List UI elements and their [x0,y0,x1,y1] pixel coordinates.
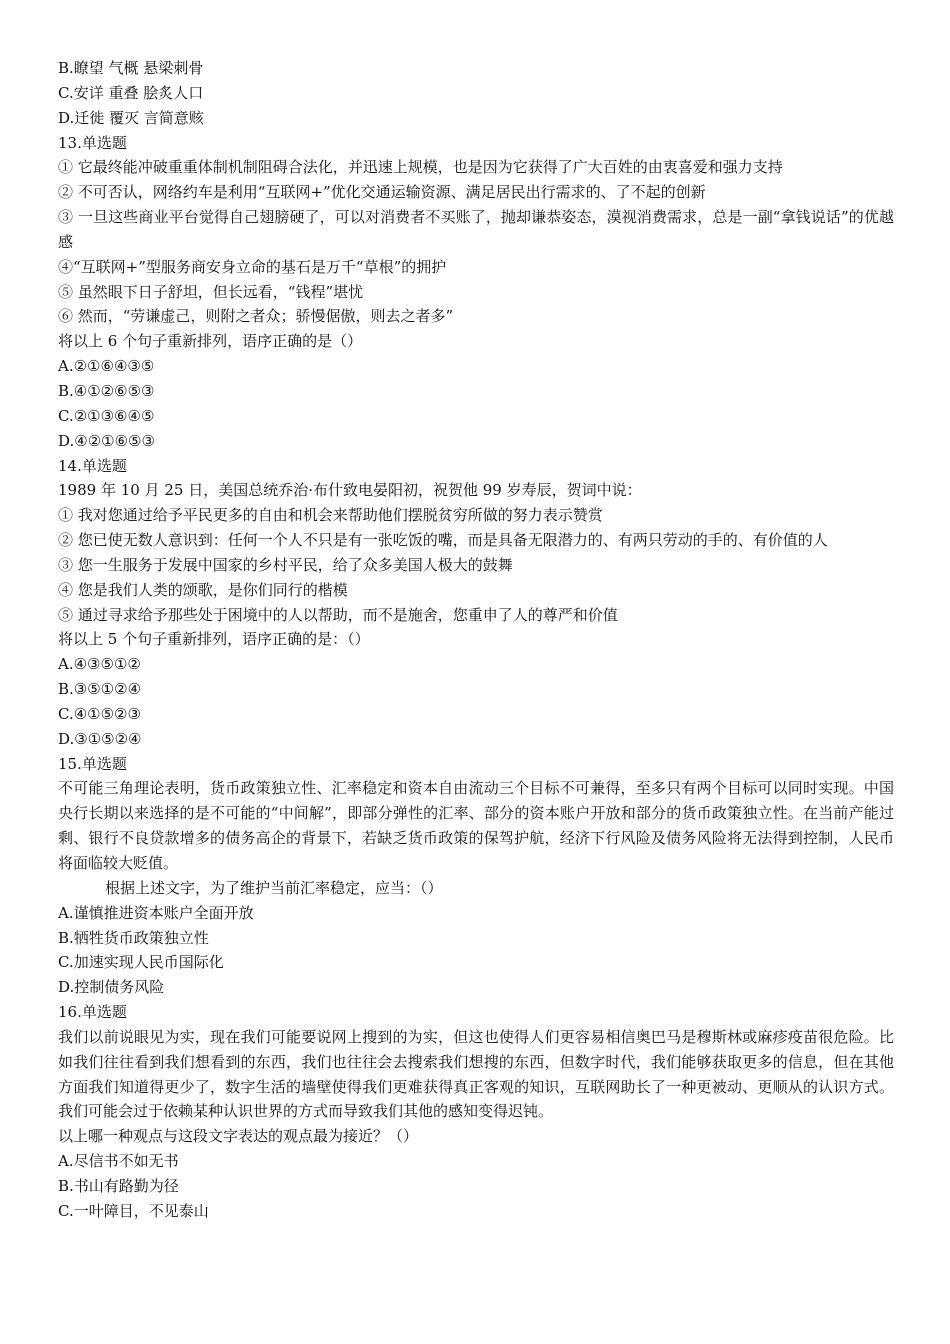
q16-header: 16.单选题 [58,1003,127,1022]
question-14 [58,454,894,752]
q13-sentence-2: ② 不可否认，网络约车是利用“互联网+”优化交通运输资源、满足居民出行需求的、了不起的创新 [58,183,706,202]
q15-stem: 根据上述文字，为了维护当前汇率稳定，应当：（） [105,878,443,897]
q14-intro: 1989 年 10 月 25 日，美国总统乔治·布什致电晏阳初，祝贺他 99 岁寿辰，贺词中说： [58,481,642,500]
q14-sentence-4: ④ 您是我们人类的颂歌，是你们同行的楷模 [58,580,348,599]
q16-option-b: B.书山有路勤为径 [58,1176,179,1195]
q13-option-a: A.②①⑥④③⑤ [58,357,155,376]
question-13 [58,131,894,454]
q13-option-c: C.②①③⑥④⑤ [58,406,155,425]
q15-option-c: C.加速实现人民币国际化 [58,953,224,972]
q13-option-d: D.④②①⑥⑤③ [58,431,155,450]
q15-option-b: B.牺牲货币政策独立性 [58,928,209,947]
q14-option-a: A.④③⑤①② [58,655,141,674]
q14-header: 14.单选题 [58,456,127,475]
document-page [58,56,894,1224]
q15-header: 15.单选题 [58,754,127,773]
q14-sentence-2: ② 您已使无数人意识到：任何一个人不只是有一张吃饭的嘴，而是具备无限潜力的、有两只劳动的手的、有价值的人 [58,531,828,550]
q12-options [58,56,894,131]
q12-option-c: C.安详 重叠 脍炙人口 [58,83,204,102]
q13-option-b: B.④①②⑥⑤③ [58,381,155,400]
q13-header: 13.单选题 [58,133,127,152]
q13-sentence-4: ④“互联网+”型服务商安身立命的基石是万千“草根”的拥护 [58,257,447,276]
q14-option-d: D.③①⑤②④ [58,729,142,748]
q14-option-c: C.④①⑤②③ [58,704,141,723]
q14-stem: 将以上 5 个句子重新排列，语序正确的是：（） [58,630,370,649]
q15-option-d: D.控制债务风险 [58,978,165,997]
q14-sentence-1: ① 我对您通过给予平民更多的自由和机会来帮助他们摆脱贫穷所做的努力表示赞赏 [58,506,603,525]
q16-option-c: C.一叶障目，不见泰山 [58,1201,209,1220]
q13-sentence-3: ③ 一旦这些商业平台觉得自己翅膀硬了，可以对消费者不买账了，抛却谦恭姿态，漠视消费需求，总是一副“拿钱说话”的优越感 [58,208,894,251]
q15-option-a: A.谨慎推进资本账户全面开放 [58,903,254,922]
q14-sentence-5: ⑤ 通过寻求给予那些处于困境中的人以帮助，而不是施舍，您重申了人的尊严和价值 [58,605,618,624]
q13-sentence-1: ① 它最终能冲破重重体制机制阻碍合法化，并迅速上规模，也是因为它获得了广大百姓的由衷喜爱和强力支持 [58,158,783,177]
question-15 [58,752,894,1000]
q14-sentence-3: ③ 您一生服务于发展中国家的乡村平民，给了众多美国人极大的鼓舞 [58,555,513,574]
q15-passage: 不可能三角理论表明，货币政策独立性、汇率稳定和资本自由流动三个目标不可兼得，至多只有两个目标可以同时实现。中国央行长期以来选择的是不可能的“中间解”，即部分弹性的汇率、部分的资本账户开放和部分的货币政策独立性。在当前产能过剩、银行不良贷款增多的债务高企的背景下，若缺乏货币政策的保驾护航，经济下行风险及债务风险将无法得到控制，人民币将面临较大贬值。 [58,779,894,872]
q13-sentence-6: ⑥ 然而，“劳谦虚己，则附之者众；骄慢倨傲，则去之者多” [58,307,454,326]
q16-passage: 我们以前说眼见为实，现在我们可能要说网上搜到的为实，但这也使得人们更容易相信奥巴马是穆斯林或麻疹疫苗很危险。比如我们往往看到我们想看到的东西，我们也往往会去搜索我们想搜的东西，但数字时代，我们能够获取更多的信息，但在其他方面我们知道得更少了，数字生活的墙壁使得我们更难获得真正客观的知识，互联网助长了一种更被动、更顺从的认识方式。我们可能会过于依赖某种认识世界的方式而导致我们其他的感知变得迟钝。 [58,1027,894,1121]
q12-option-d: D.迁徙 覆灭 言简意赅 [58,108,204,127]
q12-option-b: B.瞭望 气概 悬梁刺骨 [58,59,204,77]
q13-stem: 将以上 6 个句子重新排列，语序正确的是（） [58,332,363,351]
q14-option-b: B.③⑤①②④ [58,680,142,699]
question-16 [58,1000,894,1224]
q16-option-a: A.尽信书不如无书 [58,1152,179,1171]
q13-sentence-5: ⑤ 虽然眼下日子舒坦，但长远看，“钱程”堪忧 [58,282,364,301]
q16-stem: 以上哪一种观点与这段文字表达的观点最为接近？（） [58,1127,419,1146]
